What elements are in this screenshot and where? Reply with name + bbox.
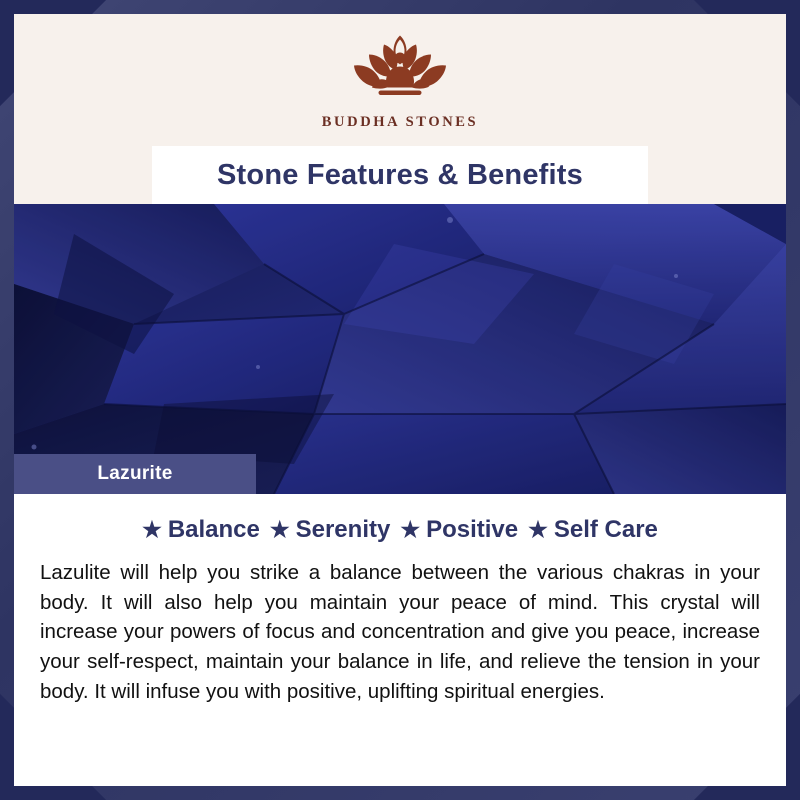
- keyword-label: Balance: [167, 516, 260, 543]
- keyword-item: [142, 516, 260, 544]
- keyword-list: [40, 516, 760, 544]
- keyword-label: Serenity: [295, 516, 391, 543]
- keyword-item: [270, 516, 390, 544]
- title-band: [152, 146, 648, 204]
- star-icon: ★: [400, 517, 421, 542]
- keyword-item: [400, 516, 518, 544]
- hero-image-container: [14, 204, 786, 494]
- star-icon: ★: [142, 517, 162, 542]
- keyword-item: [528, 516, 658, 544]
- stone-name-label: Lazurite: [97, 463, 173, 484]
- title-section: [14, 146, 786, 204]
- brand-header: [14, 14, 786, 146]
- content-section: [14, 494, 786, 786]
- stone-name-tag: [14, 454, 256, 494]
- poster-card: [14, 14, 786, 786]
- brand-name: BUDDHA STONES: [321, 114, 479, 130]
- star-icon: ★: [269, 517, 290, 542]
- star-icon: ★: [528, 517, 548, 542]
- page-title: Stone Features & Benefits: [217, 158, 583, 191]
- lotus-meditation-icon: [325, 26, 475, 112]
- lazurite-stone-photo: [14, 204, 786, 494]
- keyword-label: Self Care: [553, 516, 658, 543]
- stone-description: Lazulite will help you strike a balance between the various chakras in your body. It will also help you maintain your peace of mind. This crystal will increase your powers of focus and concentration and give you peace, increase your self-respect, maintain your balance in life, and relieve the tension in your body. It will infuse you with positive, uplifting spiritual energies.: [40, 561, 760, 703]
- keyword-label: Positive: [426, 516, 519, 543]
